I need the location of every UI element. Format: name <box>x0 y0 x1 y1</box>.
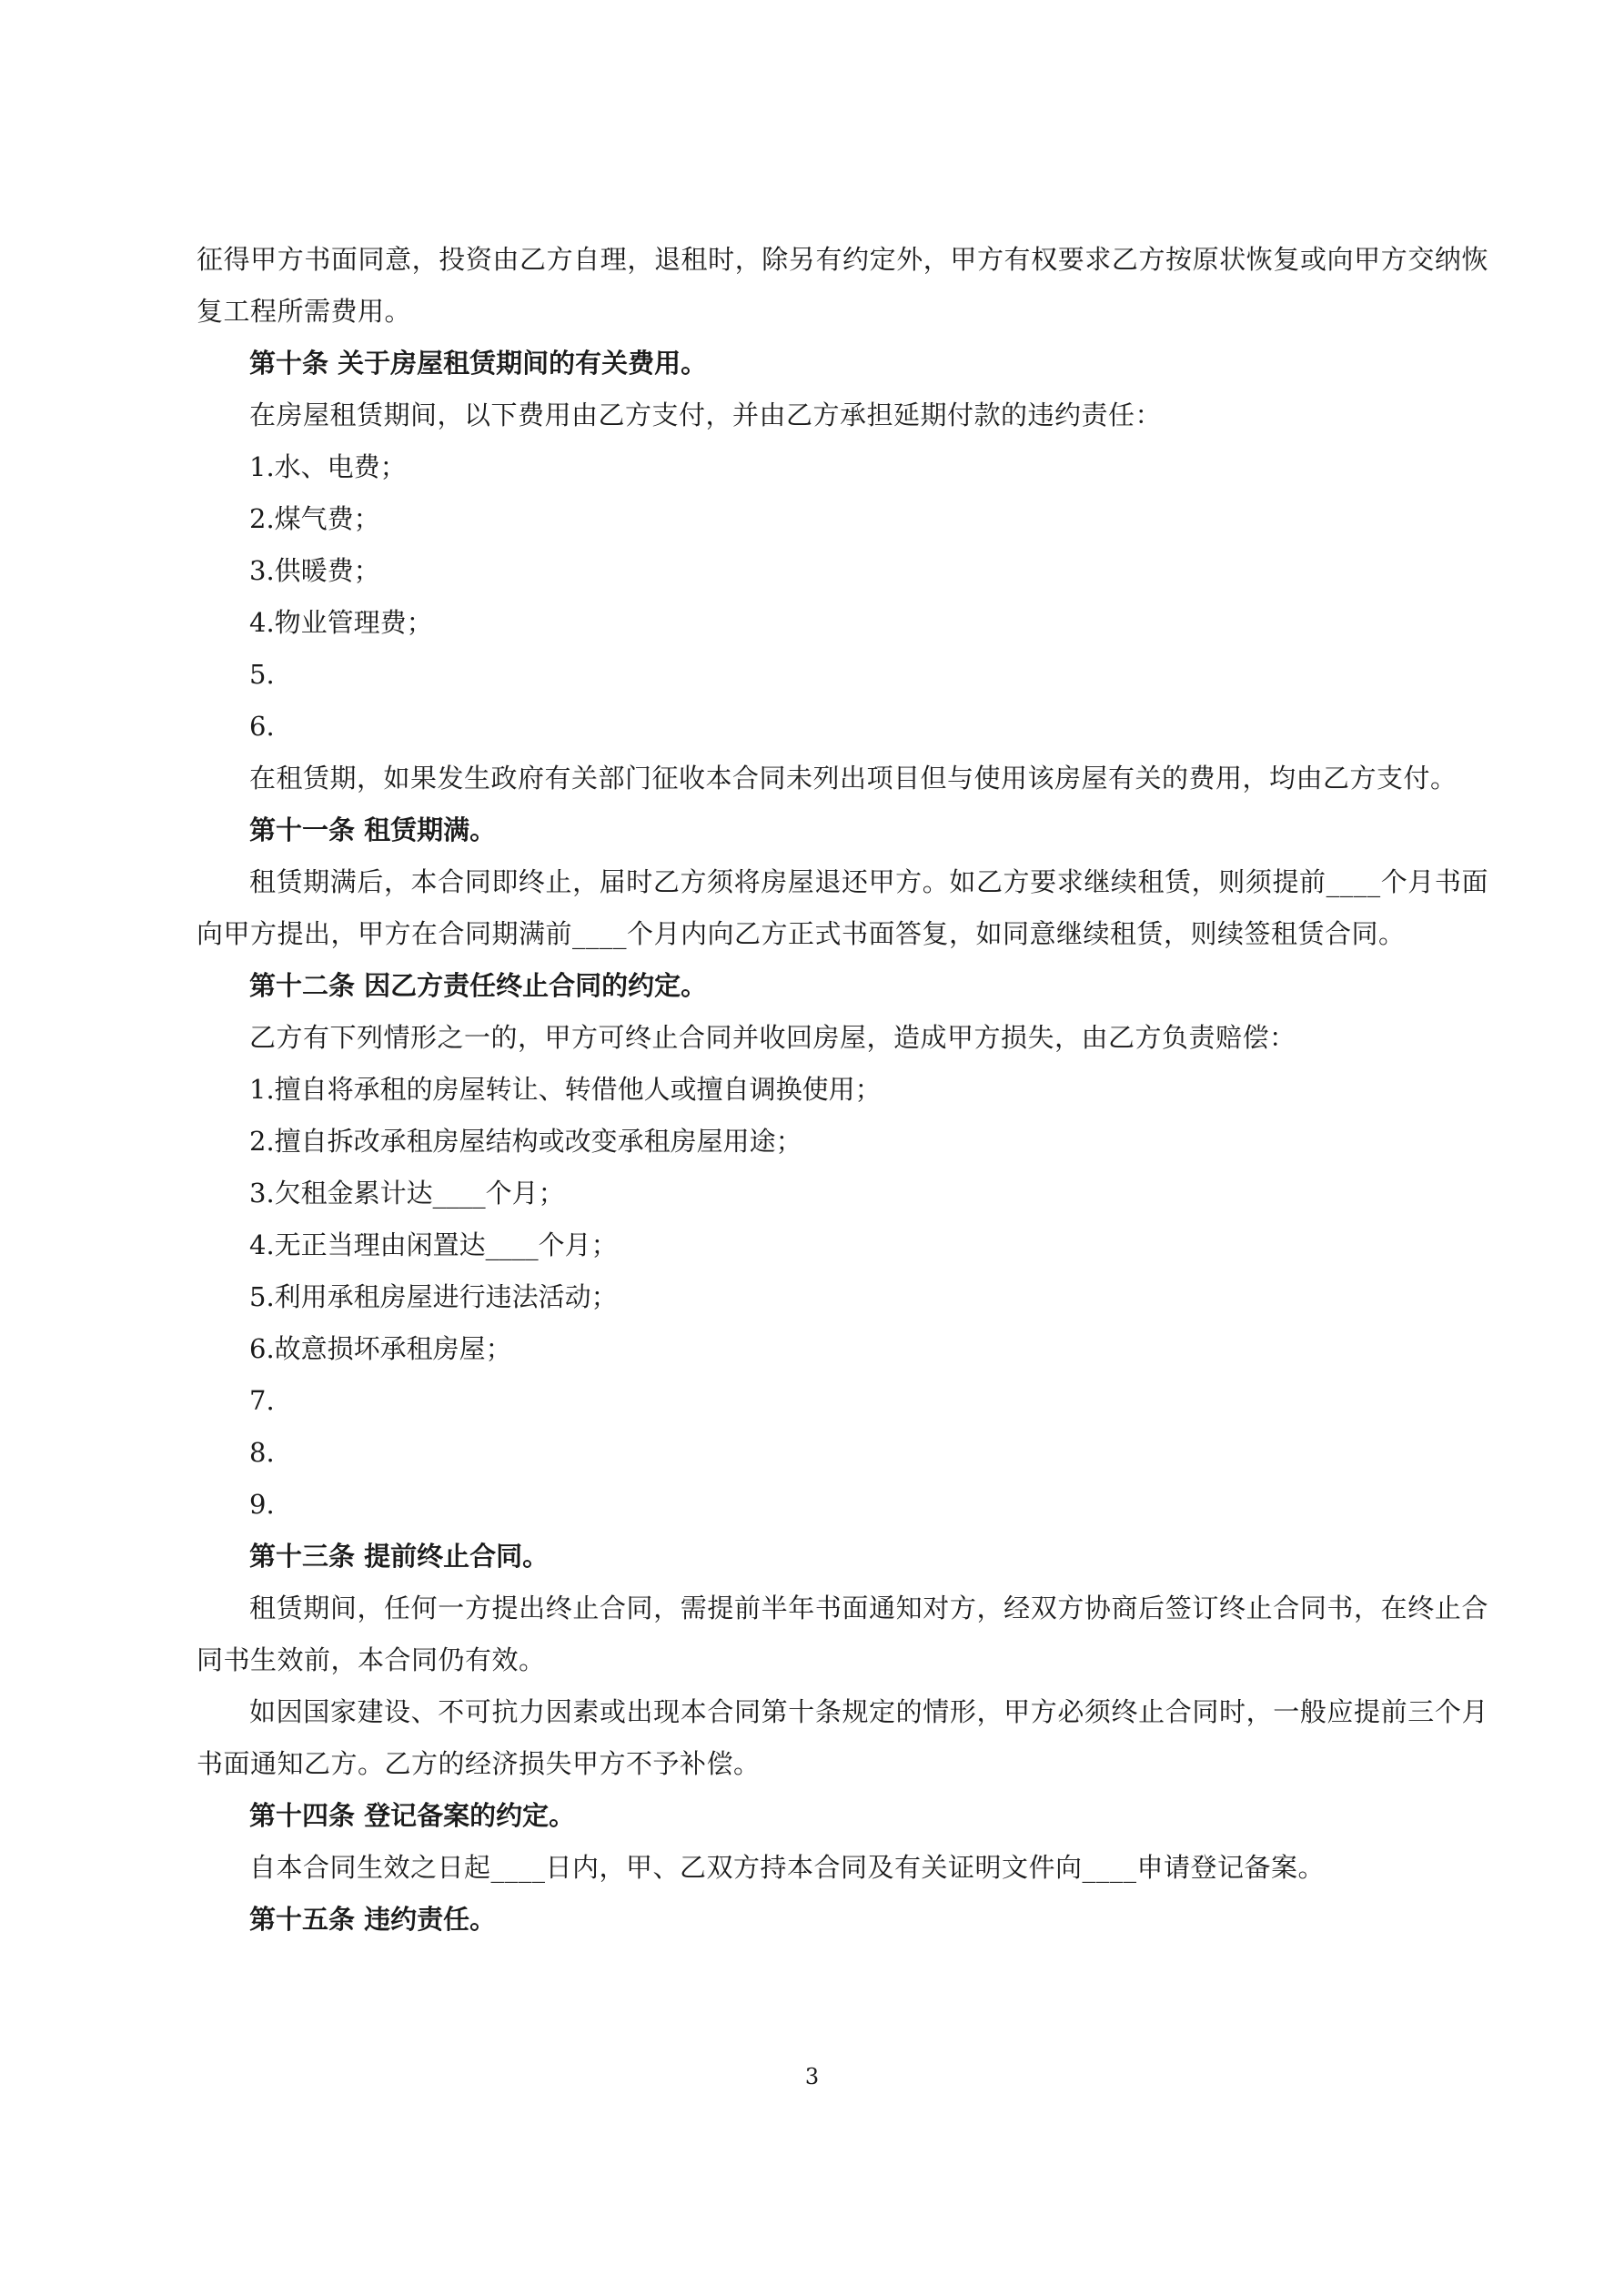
list-item: 2.煤气费； <box>249 503 380 534</box>
list-item: 2.擅自拆改承租房屋结构或改变承租房屋用途； <box>249 1126 802 1157</box>
article-11-body: 租赁期满后，本合同即终止，届时乙方须将房屋退还甲方。如乙方要求继续租赁，则须提前____个月书面向甲方提出，甲方在合同期满前____个月内向乙方正式书面答复，如同意继续租赁，则续签租赁合同。 <box>197 866 1488 949</box>
list-item: 6. <box>249 711 275 742</box>
list-item: 5.利用承租房屋进行违法活动； <box>249 1281 618 1312</box>
article-12-heading: 第十二条 因乙方责任终止合同的约定。 <box>249 970 708 1001</box>
document-body <box>197 234 1488 1946</box>
article-11-heading: 第十一条 租赁期满。 <box>249 814 497 845</box>
list-item: 8. <box>249 1437 275 1468</box>
list-item: 5. <box>249 659 275 690</box>
list-item: 1.水、电费； <box>249 451 407 482</box>
page-number: 3 <box>804 2064 820 2089</box>
article-10-heading: 第十条 关于房屋租赁期间的有关费用。 <box>249 348 708 379</box>
list-item: 4.物业管理费； <box>249 607 433 638</box>
list-item: 4.无正当理由闲置达____个月； <box>249 1229 618 1260</box>
list-item: 6.故意损坏承租房屋； <box>249 1333 512 1364</box>
list-item: 7. <box>249 1385 275 1416</box>
article-12-intro: 乙方有下列情形之一的，甲方可终止合同并收回房屋，造成甲方损失，由乙方负责赔偿： <box>249 1022 1296 1053</box>
list-item: 3.欠租金累计达____个月； <box>249 1178 565 1209</box>
paragraph-continuation: 征得甲方书面同意，投资由乙方自理，退租时，除另有约定外，甲方有权要求乙方按原状恢复或向甲方交纳恢复工程所需费用。 <box>197 244 1488 327</box>
article-13-heading: 第十三条 提前终止合同。 <box>249 1541 550 1572</box>
article-13-body-1: 租赁期间，任何一方提出终止合同，需提前半年书面通知对方，经双方协商后签订终止合同书，在终止合同书生效前，本合同仍有效。 <box>197 1593 1488 1675</box>
article-14-heading: 第十四条 登记备案的约定。 <box>249 1800 576 1831</box>
list-item: 9. <box>249 1489 275 1520</box>
article-10-intro: 在房屋租赁期间，以下费用由乙方支付，并由乙方承担延期付款的违约责任： <box>249 400 1163 430</box>
list-item: 1.擅自将承租的房屋转让、转借他人或擅自调换使用； <box>249 1074 882 1105</box>
article-15-heading: 第十五条 违约责任。 <box>249 1904 497 1935</box>
article-14-body: 自本合同生效之日起____日内，甲、乙双方持本合同及有关证明文件向____申请登记备案。 <box>249 1852 1326 1883</box>
list-item: 3.供暖费； <box>249 555 380 586</box>
article-13-body-2: 如因国家建设、不可抗力因素或出现本合同第十条规定的情形，甲方必须终止合同时，一般应提前三个月书面通知乙方。乙方的经济损失甲方不予补偿。 <box>197 1696 1488 1779</box>
article-10-closing: 在租赁期，如果发生政府有关部门征收本合同未列出项目但与使用该房屋有关的费用，均由乙方支付。 <box>249 763 1458 794</box>
